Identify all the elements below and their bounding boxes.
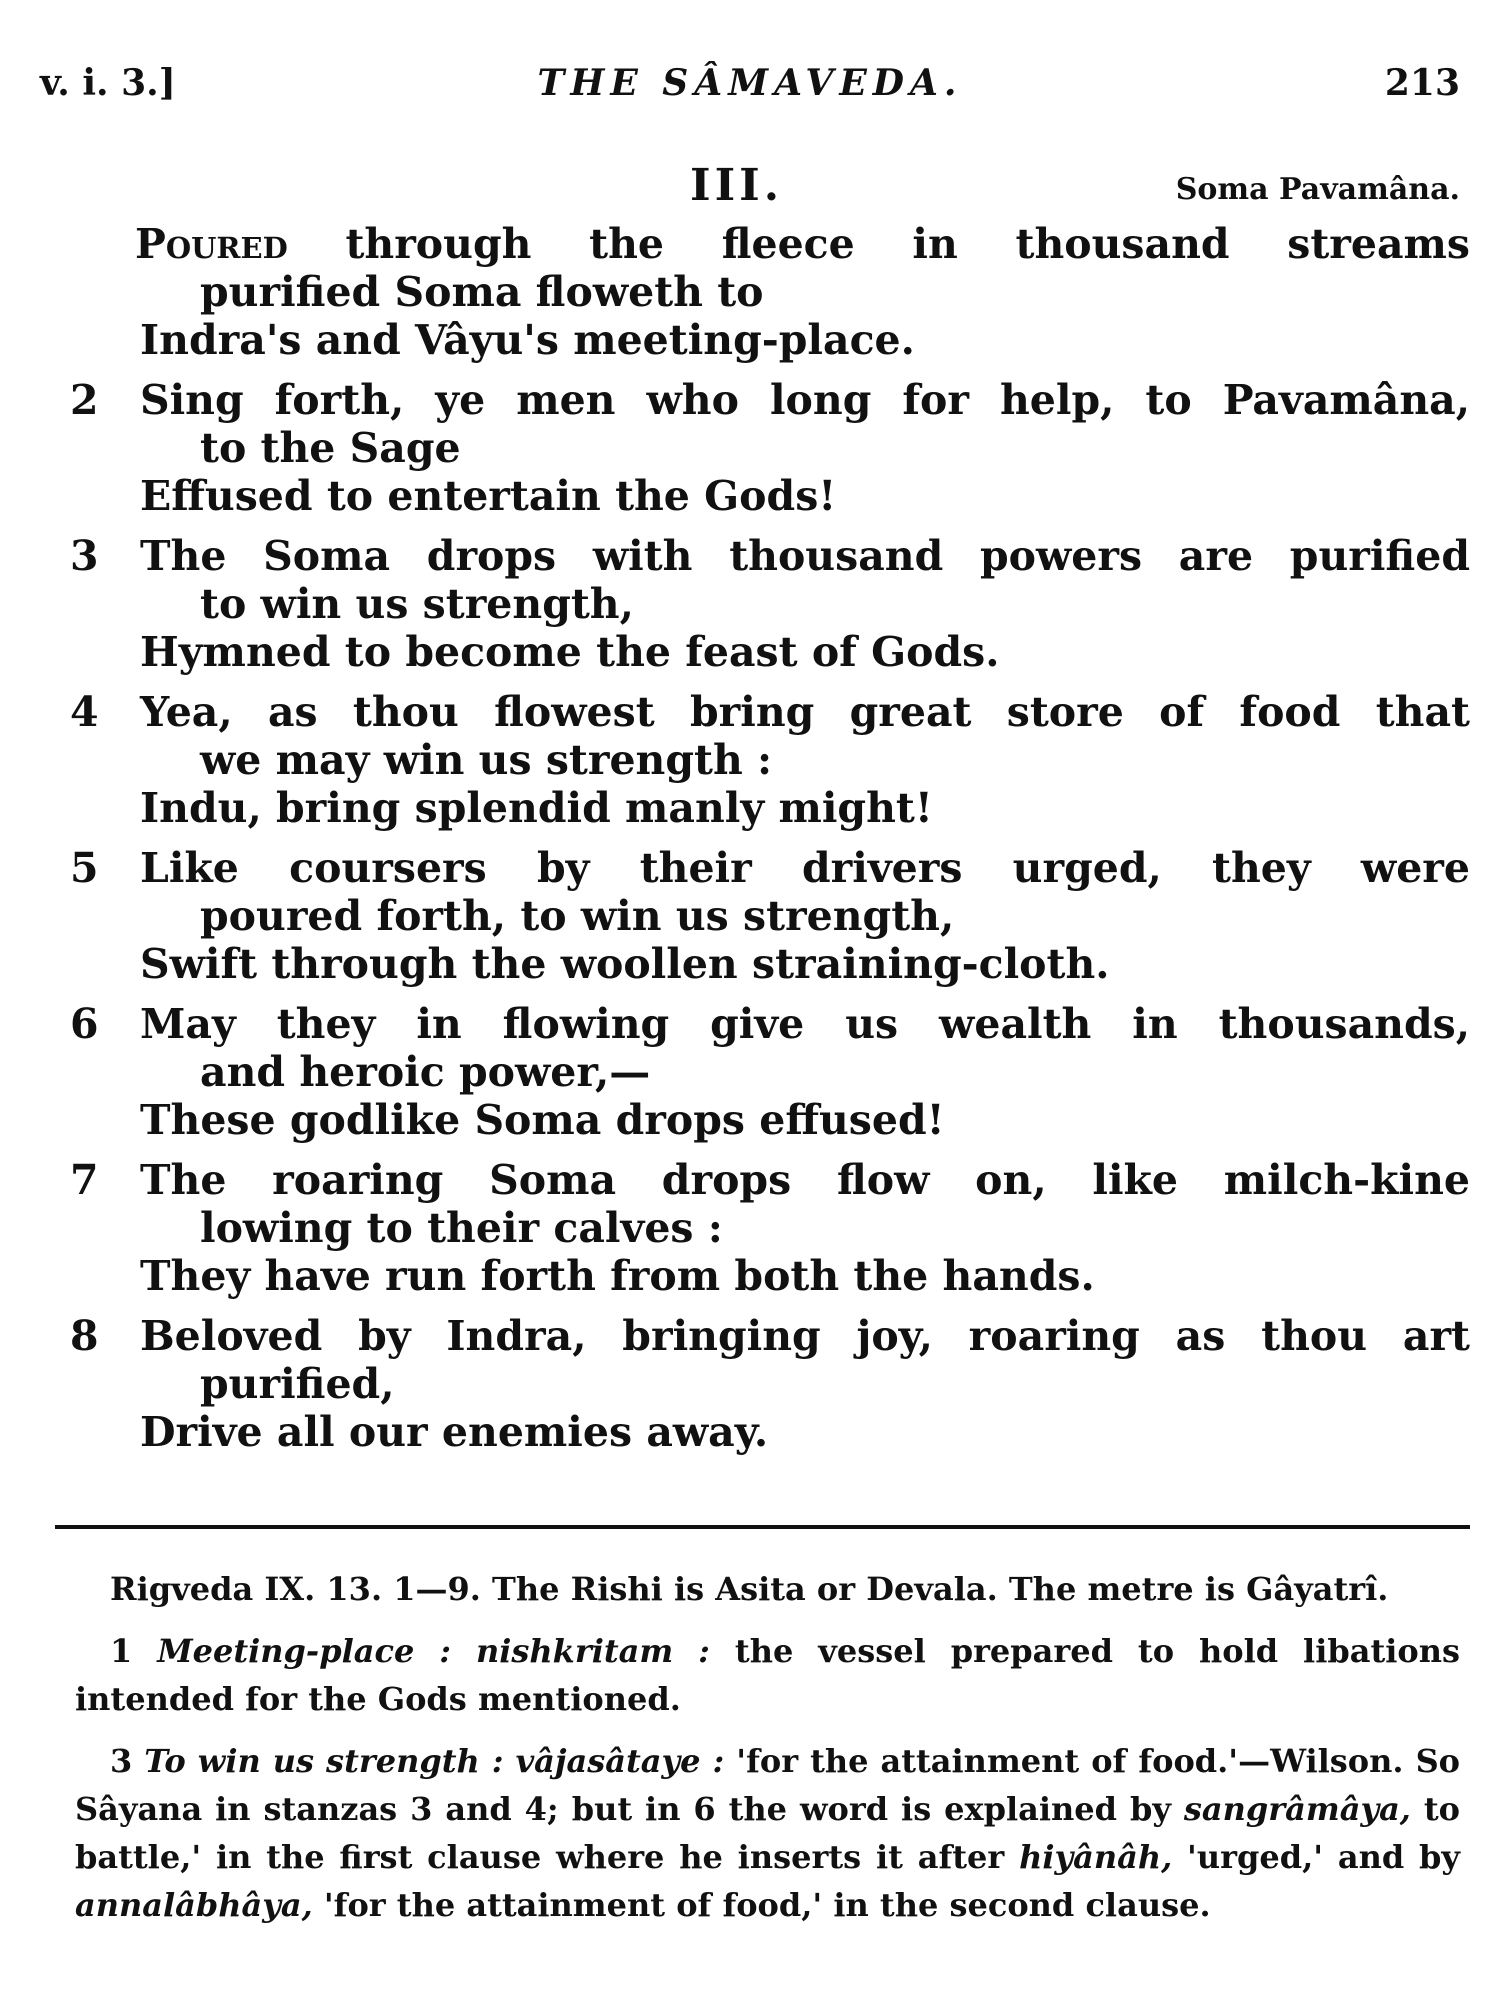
verse-number: 4 — [70, 688, 99, 736]
book-title: THE SÂMAVEDA. — [537, 62, 963, 104]
verse-line-text: through the fleece in thousand streams — [287, 220, 1470, 268]
footnote-text: to battle,' in the first clause where he inserts it after — [75, 1790, 1461, 1876]
verse-line: The Soma drops with thousand powers are purified — [140, 532, 1470, 580]
verse-line: May they in flowing give us wealth in thousands, — [140, 1000, 1470, 1048]
verse-line-continued: we may win us strength : — [200, 736, 773, 784]
hymn-heading — [0, 160, 1460, 220]
footnote-text: 'for the attainment of food.'—Wilson. So Sâyana in stanzas 3 and 4; but in 6 the word is explained by — [75, 1742, 1461, 1828]
verse — [70, 532, 1470, 676]
verse-line: Sing forth, ye men who long for help, to Pavamâna, — [140, 376, 1470, 424]
verse-number: 8 — [70, 1312, 99, 1360]
verse-line-continued: purified, — [200, 1360, 395, 1408]
footnote-number: 3 — [110, 1742, 133, 1780]
section-reference: v. i. 3.] — [40, 62, 176, 104]
verse — [70, 844, 1470, 988]
verse-line-final: Effused to entertain the Gods! — [140, 472, 837, 520]
footnote-3 — [75, 1737, 1460, 1929]
footnote-divider — [55, 1525, 1470, 1529]
footnote-term: Meeting-place : nishkritam : — [157, 1632, 710, 1670]
source-note: Rigveda IX. 13. 1—9. The Rishi is Asita or Devala. The metre is Gâyatrî. — [110, 1570, 1389, 1608]
verse-line-continued: to win us strength, — [200, 580, 634, 628]
verse — [70, 1156, 1470, 1300]
verse-list — [70, 220, 1470, 1468]
verse-line: Yea, as thou flowest bring great store of food that — [140, 688, 1470, 736]
verse — [70, 1000, 1470, 1144]
verse-number: 2 — [70, 376, 99, 424]
verse-line-continued: to the Sage — [200, 424, 461, 472]
verse-number: 5 — [70, 844, 99, 892]
verse-line-final: Drive all our enemies away. — [140, 1408, 769, 1456]
verse-line: Beloved by Indra, bringing joy, roaring as thou art — [140, 1312, 1470, 1360]
footnote-text: 'urged,' and by — [1172, 1838, 1461, 1876]
verse-line-final: Indu, bring splendid manly might! — [140, 784, 933, 832]
footnote-text: the vessel prepared to hold libations intended for the Gods mentioned. — [75, 1632, 1461, 1718]
verse-number: 3 — [70, 532, 99, 580]
verse — [70, 220, 1470, 364]
running-header — [40, 62, 1460, 112]
footnote-term: annalâbhâya, — [75, 1886, 313, 1924]
verse-line-final: Swift through the woollen straining-cloth. — [140, 940, 1110, 988]
footnote-term: To win us strength : vâjasâtaye : — [144, 1742, 725, 1780]
hymn-number: III. — [690, 160, 784, 211]
verse-line-final: These godlike Soma drops effused! — [140, 1096, 945, 1144]
footnotes — [75, 1565, 1460, 1943]
footnote-term: hiyânâh, — [1019, 1838, 1173, 1876]
verse-line: The roaring Soma drops flow on, like milch-kine — [140, 1156, 1470, 1204]
verse-initial-word: Poured — [135, 220, 288, 268]
footnote-1 — [75, 1627, 1460, 1723]
verse-line-final: Hymned to become the feast of Gods. — [140, 628, 1000, 676]
verse-line-continued: and heroic power,— — [200, 1048, 651, 1096]
footnote-text: 'for the attainment of food,' in the second clause. — [312, 1886, 1211, 1924]
verse — [70, 376, 1470, 520]
verse-line-continued: purified Soma floweth to — [200, 268, 764, 316]
page-number: 213 — [1384, 62, 1460, 104]
verse-number: 6 — [70, 1000, 99, 1048]
verse-line-final: Indra's and Vâyu's meeting-place. — [140, 316, 915, 364]
verse-line-continued: lowing to their calves : — [200, 1204, 723, 1252]
footnote-term: sangrâmâya, — [1183, 1790, 1411, 1828]
verse — [70, 688, 1470, 832]
footnote-number: 1 — [110, 1632, 133, 1670]
hymn-deity: Soma Pavamâna. — [1175, 172, 1460, 207]
verse — [70, 1312, 1470, 1456]
verse-line: Like coursers by their drivers urged, they were — [140, 844, 1470, 892]
verse-line-final: They have run forth from both the hands. — [140, 1252, 1095, 1300]
verse-line-continued: poured forth, to win us strength, — [200, 892, 955, 940]
verse-line — [135, 220, 1470, 268]
verse-number: 7 — [70, 1156, 99, 1204]
